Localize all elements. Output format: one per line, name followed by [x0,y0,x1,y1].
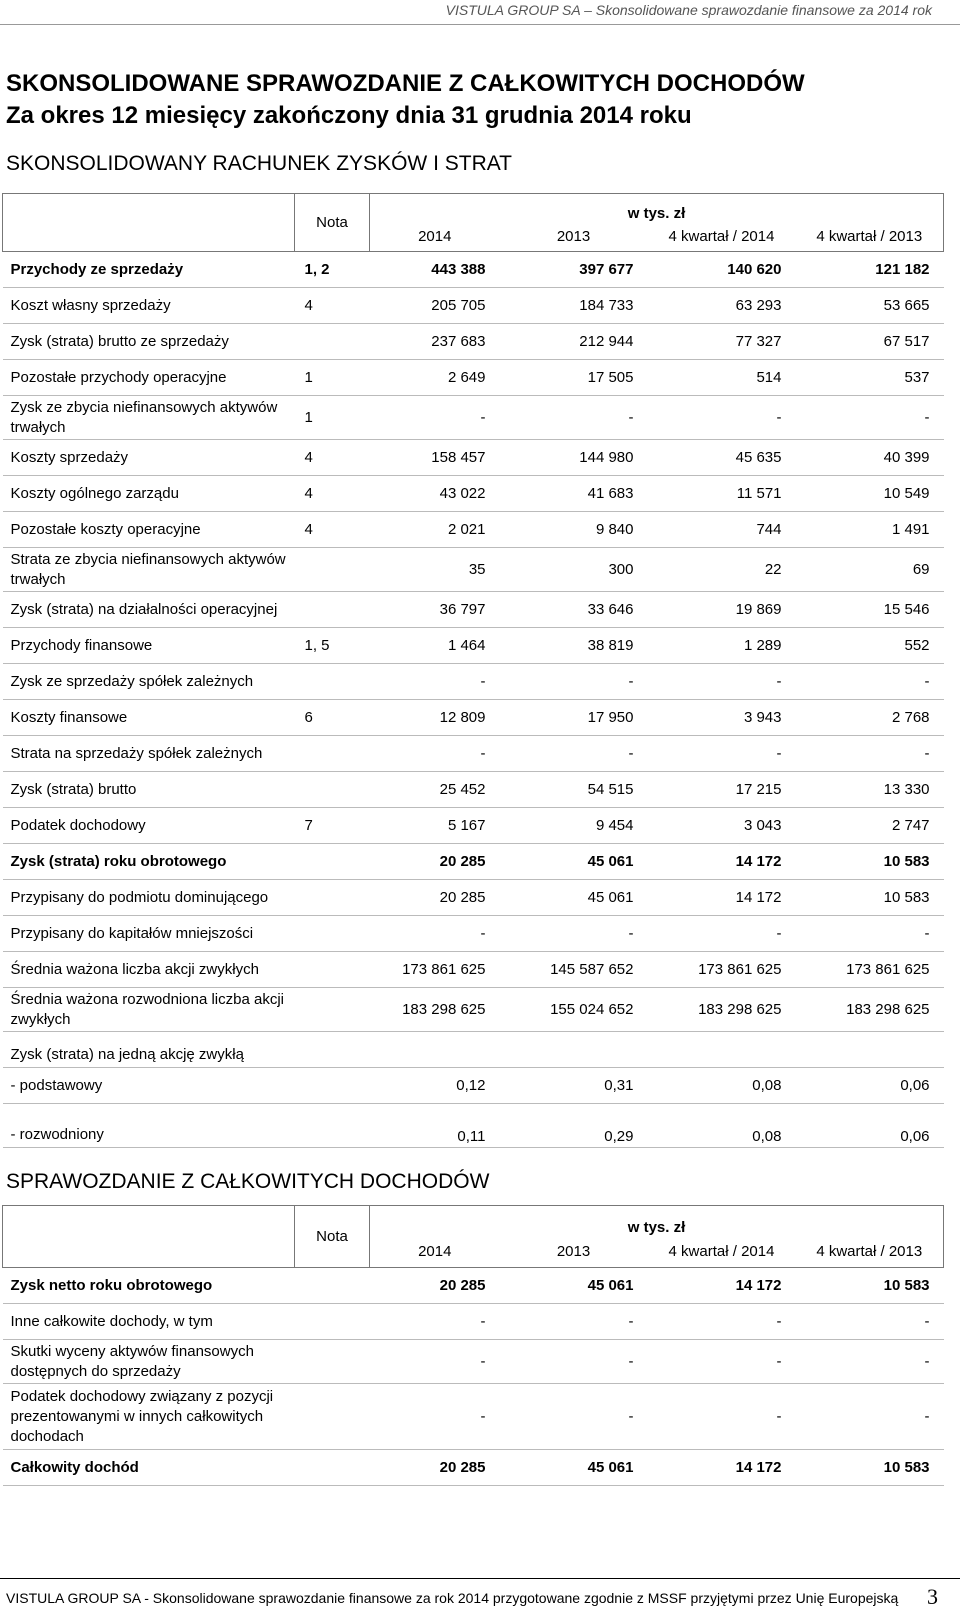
value-q4-2013: 40 399 [796,440,944,476]
income-statement-table [2,193,944,1148]
row-label: Średnia ważona rozwodniona liczba akcji zwykłych [3,988,295,1032]
value-q4-2013: 10 583 [796,1450,944,1486]
value-2013: - [500,916,648,952]
header-col-q4-2014: 4 kwartał / 2014 [648,1236,796,1268]
row-label: Przychody finansowe [3,628,295,664]
header-col-2014: 2014 [370,1236,500,1268]
row-label: Skutki wyceny aktywów finansowych dostępnych do sprzedaży [3,1340,295,1384]
value-q4-2014: 11 571 [648,476,796,512]
value-2013: 38 819 [500,628,648,664]
value-q4-2014: - [648,396,796,440]
value-q4-2014: 19 869 [648,592,796,628]
value-2013: 54 515 [500,772,648,808]
value-2013: - [500,736,648,772]
table-row [3,952,944,988]
value-q4-2013: 10 583 [796,880,944,916]
row-nota [295,952,370,988]
value-2013: 300 [500,548,648,592]
row-label: Zysk netto roku obrotowego [3,1268,295,1304]
value-2014: 205 705 [370,288,500,324]
row-nota [295,324,370,360]
value-2013: 9 840 [500,512,648,548]
value-q4-2013: 69 [796,548,944,592]
value-q4-2013: - [796,1304,944,1340]
value-q4-2013: 10 583 [796,1268,944,1304]
value-2014: - [370,1340,500,1384]
row-label: - rozwodniony [3,1104,295,1148]
row-nota [295,1384,370,1450]
value-q4-2013: - [796,1340,944,1384]
row-label: Koszt własny sprzedaży [3,288,295,324]
row-label: Podatek dochodowy związany z pozycji prezentowanymi w innych całkowitych dochodach [3,1384,295,1450]
row-nota [295,1450,370,1486]
row-nota [295,772,370,808]
value-q4-2014: 45 635 [648,440,796,476]
row-nota [295,1340,370,1384]
value-2014: 20 285 [370,880,500,916]
value-q4-2014: 3 043 [648,808,796,844]
table-row [3,664,944,700]
table-row [3,548,944,592]
table-row [3,844,944,880]
row-nota [295,1268,370,1304]
table-row [3,772,944,808]
value-q4-2014: 3 943 [648,700,796,736]
value-q4-2014: 140 620 [648,252,796,288]
section-title-income: SKONSOLIDOWANY RACHUNEK ZYSKÓW I STRAT [6,152,513,175]
header-col-2013: 2013 [500,1236,648,1268]
value-2013: 144 980 [500,440,648,476]
value-q4-2014: 14 172 [648,880,796,916]
row-nota: 4 [295,440,370,476]
row-label: Zysk (strata) roku obrotowego [3,844,295,880]
row-label: Średnia ważona liczba akcji zwykłych [3,952,295,988]
table-row [3,1268,944,1304]
row-nota: 4 [295,288,370,324]
value-q4-2013: - [796,396,944,440]
table-row [3,1068,944,1104]
row-label: Zysk ze zbycia niefinansowych aktywów trwałych [3,396,295,440]
value-2013: - [500,396,648,440]
comprehensive-income-table [2,1205,944,1486]
table-row [3,700,944,736]
row-nota [295,880,370,916]
row-label: Całkowity dochód [3,1450,295,1486]
value-q4-2014: 14 172 [648,844,796,880]
value-q4-2014: - [648,664,796,700]
table-row [3,476,944,512]
table-row [3,916,944,952]
value-2013: 45 061 [500,1268,648,1304]
value-q4-2013: - [796,916,944,952]
table-row [3,1104,944,1148]
value-q4-2014: 173 861 625 [648,952,796,988]
value-2013: 145 587 652 [500,952,648,988]
row-label: Strata na sprzedaży spółek zależnych [3,736,295,772]
value-2014: 183 298 625 [370,988,500,1032]
value-q4-2014 [648,1032,796,1068]
row-nota [295,916,370,952]
value-2014: - [370,664,500,700]
value-q4-2014: 17 215 [648,772,796,808]
value-2013: 17 950 [500,700,648,736]
row-label: Zysk ze sprzedaży spółek zależnych [3,664,295,700]
row-nota: 1 [295,360,370,396]
row-label: Przypisany do kapitałów mniejszości [3,916,295,952]
value-q4-2014: 0,08 [648,1104,796,1148]
row-nota: 1 [295,396,370,440]
table-row [3,512,944,548]
value-2014: 36 797 [370,592,500,628]
row-nota [295,548,370,592]
value-2014: 443 388 [370,252,500,288]
value-2013: 17 505 [500,360,648,396]
value-q4-2013: 2 768 [796,700,944,736]
header-col-2013: 2013 [500,222,648,252]
value-q4-2014: 183 298 625 [648,988,796,1032]
row-nota: 6 [295,700,370,736]
value-2014: 20 285 [370,844,500,880]
value-q4-2013: 537 [796,360,944,396]
document-period: Za okres 12 miesięcy zakończony dnia 31 grudnia 2014 roku [6,102,692,129]
row-nota [295,664,370,700]
value-q4-2014: 77 327 [648,324,796,360]
row-nota [295,1068,370,1104]
value-2014: 158 457 [370,440,500,476]
value-2013: 41 683 [500,476,648,512]
value-q4-2013: 121 182 [796,252,944,288]
value-2013 [500,1032,648,1068]
value-q4-2014: 63 293 [648,288,796,324]
value-2014: 0,12 [370,1068,500,1104]
row-label: Przypisany do podmiotu dominującego [3,880,295,916]
value-q4-2013: 10 549 [796,476,944,512]
value-q4-2014: - [648,1340,796,1384]
value-q4-2014: - [648,1304,796,1340]
value-2013: 184 733 [500,288,648,324]
value-2014: 43 022 [370,476,500,512]
value-2014: 2 649 [370,360,500,396]
value-2013: 45 061 [500,844,648,880]
row-nota: 7 [295,808,370,844]
value-2014: - [370,1304,500,1340]
value-2013: 212 944 [500,324,648,360]
value-2013: - [500,1340,648,1384]
value-2014: - [370,1384,500,1450]
value-q4-2014: 744 [648,512,796,548]
value-q4-2014: - [648,1384,796,1450]
value-q4-2013: 10 583 [796,844,944,880]
value-q4-2014: - [648,916,796,952]
running-header: VISTULA GROUP SA – Skonsolidowane sprawozdanie finansowe za 2014 rok [445,2,932,18]
value-2014: 12 809 [370,700,500,736]
row-nota [295,1104,370,1148]
row-nota [295,1032,370,1068]
row-nota [295,736,370,772]
value-q4-2013: 0,06 [796,1104,944,1148]
table-row [3,288,944,324]
table-row [3,628,944,664]
row-label: Zysk (strata) na jedną akcję zwykłą [3,1032,295,1068]
row-label: Zysk (strata) na działalności operacyjnej [3,592,295,628]
row-nota: 4 [295,476,370,512]
value-q4-2013: 173 861 625 [796,952,944,988]
section-title-comprehensive: SPRAWOZDANIE Z CAŁKOWITYCH DOCHODÓW [6,1170,490,1193]
value-2013: 397 677 [500,252,648,288]
row-nota [295,988,370,1032]
value-2013: 0,29 [500,1104,648,1148]
header-divider [0,24,960,25]
value-2014: 1 464 [370,628,500,664]
footer-text: VISTULA GROUP SA - Skonsolidowane sprawozdanie finansowe za rok 2014 przygotowane zgodnie z MSSF przyjętymi przez Unię Europejską [6,1590,899,1606]
document-title: SKONSOLIDOWANE SPRAWOZDANIE Z CAŁKOWITYCH DOCHODÓW [6,70,805,97]
table-row [3,1340,944,1384]
header-blank [3,1206,295,1268]
value-2014: 237 683 [370,324,500,360]
value-2014: 25 452 [370,772,500,808]
table-row [3,592,944,628]
value-2014: 20 285 [370,1450,500,1486]
header-col-2014: 2014 [370,222,500,252]
value-q4-2013: 2 747 [796,808,944,844]
value-2014: 5 167 [370,808,500,844]
row-nota [295,844,370,880]
row-label: Przychody ze sprzedaży [3,252,295,288]
value-2014: 0,11 [370,1104,500,1148]
value-2013: - [500,1384,648,1450]
value-q4-2014: 0,08 [648,1068,796,1104]
value-2013: 33 646 [500,592,648,628]
row-nota: 1, 5 [295,628,370,664]
row-label: Koszty finansowe [3,700,295,736]
row-label: Inne całkowite dochody, w tym [3,1304,295,1340]
value-2014: - [370,736,500,772]
value-q4-2013 [796,1032,944,1068]
value-q4-2014: 1 289 [648,628,796,664]
value-q4-2013: 0,06 [796,1068,944,1104]
header-col-q4-2013: 4 kwartał / 2013 [796,222,944,252]
row-label: Podatek dochodowy [3,808,295,844]
row-label: Zysk (strata) brutto ze sprzedaży [3,324,295,360]
table-row [3,1032,944,1068]
table-row [3,396,944,440]
table-row [3,360,944,396]
table-row [3,324,944,360]
row-nota [295,592,370,628]
value-q4-2013: 552 [796,628,944,664]
value-q4-2013: 67 517 [796,324,944,360]
row-nota [295,1304,370,1340]
value-q4-2013: 1 491 [796,512,944,548]
value-2014: 2 021 [370,512,500,548]
value-2013: 45 061 [500,1450,648,1486]
row-label: Pozostałe koszty operacyjne [3,512,295,548]
value-q4-2013: - [796,736,944,772]
table-row [3,1450,944,1486]
table-row [3,880,944,916]
value-q4-2014: 514 [648,360,796,396]
value-q4-2014: 14 172 [648,1450,796,1486]
value-2013: 45 061 [500,880,648,916]
value-q4-2014: 14 172 [648,1268,796,1304]
value-q4-2013: - [796,664,944,700]
value-q4-2013: 15 546 [796,592,944,628]
value-q4-2013: 53 665 [796,288,944,324]
value-2013: - [500,1304,648,1340]
header-nota: Nota [295,1206,370,1268]
row-label: - podstawowy [3,1068,295,1104]
header-col-q4-2013: 4 kwartał / 2013 [796,1236,944,1268]
header-unit: w tys. zł [370,194,944,222]
value-2014: - [370,396,500,440]
row-nota: 4 [295,512,370,548]
table-row [3,808,944,844]
row-nota: 1, 2 [295,252,370,288]
header-nota: Nota [295,194,370,252]
table-row [3,988,944,1032]
value-q4-2013: 183 298 625 [796,988,944,1032]
table-row [3,440,944,476]
table-row [3,736,944,772]
table-row [3,1384,944,1450]
value-2013: 155 024 652 [500,988,648,1032]
table-row [3,1304,944,1340]
row-label: Pozostałe przychody operacyjne [3,360,295,396]
value-2013: 0,31 [500,1068,648,1104]
value-2014: 173 861 625 [370,952,500,988]
value-2014: 20 285 [370,1268,500,1304]
value-2014: 35 [370,548,500,592]
row-label: Koszty ogólnego zarządu [3,476,295,512]
value-2013: 9 454 [500,808,648,844]
value-q4-2014: - [648,736,796,772]
table-row [3,252,944,288]
row-label: Koszty sprzedaży [3,440,295,476]
header-blank [3,194,295,252]
value-q4-2013: 13 330 [796,772,944,808]
footer-divider [0,1578,960,1579]
header-unit: w tys. zł [370,1206,944,1236]
value-2014: - [370,916,500,952]
row-label: Zysk (strata) brutto [3,772,295,808]
value-q4-2014: 22 [648,548,796,592]
value-2014 [370,1032,500,1068]
value-2013: - [500,664,648,700]
value-q4-2013: - [796,1384,944,1450]
row-label: Strata ze zbycia niefinansowych aktywów trwałych [3,548,295,592]
page-number: 3 [927,1584,938,1609]
header-col-q4-2014: 4 kwartał / 2014 [648,222,796,252]
